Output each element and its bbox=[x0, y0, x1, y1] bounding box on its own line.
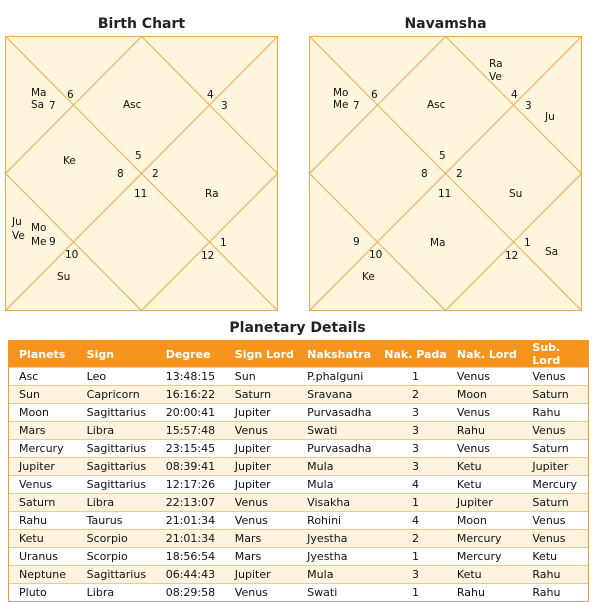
table-cell: Mercury bbox=[9, 440, 77, 458]
chart-label: Ju bbox=[12, 216, 22, 228]
chart-label: Ju bbox=[545, 111, 555, 123]
chart-label: Ra bbox=[205, 188, 219, 200]
table-cell: Jupiter bbox=[447, 494, 522, 512]
chart-label: Ve bbox=[12, 230, 25, 242]
table-cell: 4 bbox=[384, 512, 447, 530]
column-header: Sub. Lord bbox=[522, 341, 588, 368]
table-row bbox=[9, 566, 588, 584]
table-cell: Mercury bbox=[522, 476, 588, 494]
table-cell: Swati bbox=[297, 584, 384, 602]
table-header-row bbox=[9, 341, 588, 368]
table-cell: Jupiter bbox=[225, 458, 297, 476]
table-cell: 2 bbox=[384, 386, 447, 404]
table-row bbox=[9, 584, 588, 602]
table-cell: Sun bbox=[9, 386, 77, 404]
table-cell: Jupiter bbox=[522, 458, 588, 476]
table-cell: Asc bbox=[9, 368, 77, 386]
table-cell: Mars bbox=[9, 422, 77, 440]
table-cell: 21:01:34 bbox=[156, 512, 225, 530]
table-cell: 3 bbox=[384, 458, 447, 476]
table-cell: Visakha bbox=[297, 494, 384, 512]
table-cell: Libra bbox=[77, 422, 156, 440]
table-row bbox=[9, 476, 588, 494]
table-cell: Ketu bbox=[9, 530, 77, 548]
table-cell: 2 bbox=[384, 530, 447, 548]
chart-label: Sa bbox=[545, 246, 559, 258]
chart-label: 1 bbox=[220, 237, 227, 249]
table-cell: Venus bbox=[225, 422, 297, 440]
table-cell: Mercury bbox=[447, 530, 522, 548]
table-cell: Venus bbox=[225, 584, 297, 602]
table-cell: Libra bbox=[77, 584, 156, 602]
column-header: Planets bbox=[9, 341, 77, 368]
chart-label: 9 bbox=[353, 236, 360, 248]
column-header: Nakshatra bbox=[297, 341, 384, 368]
table-cell: Ketu bbox=[447, 476, 522, 494]
chart-label: Su bbox=[509, 188, 523, 200]
chart-label: 4 bbox=[511, 89, 518, 101]
table-cell: 4 bbox=[384, 476, 447, 494]
table-row bbox=[9, 422, 588, 440]
table-cell: Rahu bbox=[522, 404, 588, 422]
table-cell: Saturn bbox=[522, 494, 588, 512]
table-cell: Rahu bbox=[447, 422, 522, 440]
table-row bbox=[9, 368, 588, 386]
table-cell: Scorpio bbox=[77, 548, 156, 566]
table-cell: Jupiter bbox=[225, 566, 297, 584]
table-cell: Venus bbox=[447, 368, 522, 386]
chart-label: 5 bbox=[439, 150, 446, 162]
table-cell: Saturn bbox=[522, 386, 588, 404]
table-cell: Venus bbox=[225, 512, 297, 530]
table-cell: Rahu bbox=[522, 566, 588, 584]
table-cell: 16:16:22 bbox=[156, 386, 225, 404]
chart-label: Ke bbox=[63, 155, 76, 167]
table-cell: Venus bbox=[447, 404, 522, 422]
table-cell: Moon bbox=[447, 386, 522, 404]
table-cell: Jupiter bbox=[225, 476, 297, 494]
table-cell: Venus bbox=[522, 368, 588, 386]
chart-label: 6 bbox=[67, 89, 74, 101]
chart-label: Ra bbox=[489, 58, 503, 70]
chart-label: 8 bbox=[421, 168, 428, 180]
table-cell: 13:48:15 bbox=[156, 368, 225, 386]
table-cell: Venus bbox=[522, 422, 588, 440]
chart-label: Mo bbox=[31, 222, 47, 234]
navamsha-title: Navamsha bbox=[404, 16, 487, 32]
table-cell: 20:00:41 bbox=[156, 404, 225, 422]
table-cell: Sagittarius bbox=[77, 404, 156, 422]
table-cell: P.phalguni bbox=[297, 368, 384, 386]
table-cell: Sun bbox=[225, 368, 297, 386]
table-cell: Mula bbox=[297, 476, 384, 494]
table-cell: Mars bbox=[225, 530, 297, 548]
table-cell: Saturn bbox=[9, 494, 77, 512]
table-cell: Capricorn bbox=[77, 386, 156, 404]
chart-label: 1 bbox=[524, 237, 531, 249]
table-cell: Mercury bbox=[447, 548, 522, 566]
birth-chart bbox=[5, 36, 279, 312]
chart-label: 12 bbox=[505, 250, 519, 262]
table-cell: 1 bbox=[384, 368, 447, 386]
chart-label: 4 bbox=[207, 89, 214, 101]
table-cell: Moon bbox=[9, 404, 77, 422]
chart-label: 9 bbox=[49, 236, 56, 248]
birth-chart-title: Birth Chart bbox=[97, 16, 186, 32]
table-cell: Ketu bbox=[447, 458, 522, 476]
chart-label: 6 bbox=[371, 89, 378, 101]
chart-label: Mo bbox=[333, 87, 349, 99]
chart-label: 2 bbox=[152, 168, 159, 180]
chart-label: 5 bbox=[135, 150, 142, 162]
chart-label: 7 bbox=[49, 100, 56, 112]
table-row bbox=[9, 404, 588, 422]
table-cell: Pluto bbox=[9, 584, 77, 602]
chart-label: 12 bbox=[201, 250, 215, 262]
planetary-details-title: Planetary Details bbox=[229, 320, 366, 336]
table-row bbox=[9, 386, 588, 404]
chart-label: Me bbox=[31, 236, 47, 248]
chart-label: Asc bbox=[123, 99, 142, 111]
table-cell: Jyestha bbox=[297, 548, 384, 566]
table-cell: Sravana bbox=[297, 386, 384, 404]
chart-label: 8 bbox=[117, 168, 124, 180]
table-cell: Jupiter bbox=[225, 404, 297, 422]
chart-label: 10 bbox=[369, 249, 383, 261]
table-cell: Saturn bbox=[522, 440, 588, 458]
chart-label: 10 bbox=[65, 249, 79, 261]
table-cell: Sagittarius bbox=[77, 440, 156, 458]
chart-label: 11 bbox=[134, 188, 148, 200]
table-cell: 23:15:45 bbox=[156, 440, 225, 458]
chart-label: Me bbox=[333, 99, 349, 111]
table-cell: Libra bbox=[77, 494, 156, 512]
column-header: Nak. Pada bbox=[384, 341, 447, 368]
chart-label: 7 bbox=[353, 100, 360, 112]
table-cell: Neptune bbox=[9, 566, 77, 584]
planetary-details-table bbox=[8, 340, 589, 602]
table-cell: 12:17:26 bbox=[156, 476, 225, 494]
table-cell: Ketu bbox=[522, 548, 588, 566]
table-cell: Rahu bbox=[522, 584, 588, 602]
table-cell: Ketu bbox=[447, 566, 522, 584]
table-cell: 22:13:07 bbox=[156, 494, 225, 512]
chart-label: Ma bbox=[430, 237, 446, 249]
table-cell: Uranus bbox=[9, 548, 77, 566]
table-cell: Moon bbox=[447, 512, 522, 530]
table-cell: Mars bbox=[225, 548, 297, 566]
column-header: Degree bbox=[156, 341, 225, 368]
table-cell: Venus bbox=[447, 440, 522, 458]
navamsha-chart bbox=[309, 36, 583, 312]
chart-label: Asc bbox=[427, 99, 446, 111]
table-cell: Rohini bbox=[297, 512, 384, 530]
table-row bbox=[9, 530, 588, 548]
table-cell: Venus bbox=[9, 476, 77, 494]
table-row bbox=[9, 458, 588, 476]
table-cell: 08:39:41 bbox=[156, 458, 225, 476]
table-cell: Mula bbox=[297, 458, 384, 476]
table-cell: 08:29:58 bbox=[156, 584, 225, 602]
table-cell: Jupiter bbox=[9, 458, 77, 476]
chart-label: 11 bbox=[438, 188, 452, 200]
table-row bbox=[9, 548, 588, 566]
table-cell: Leo bbox=[77, 368, 156, 386]
table-cell: 06:44:43 bbox=[156, 566, 225, 584]
table-cell: 21:01:34 bbox=[156, 530, 225, 548]
table-cell: Swati bbox=[297, 422, 384, 440]
chart-label: 3 bbox=[525, 100, 532, 112]
table-cell: Purvasadha bbox=[297, 440, 384, 458]
table-cell: Venus bbox=[522, 530, 588, 548]
table-cell: Purvasadha bbox=[297, 404, 384, 422]
chart-label: Ve bbox=[489, 71, 502, 83]
table-cell: Venus bbox=[225, 494, 297, 512]
chart-label: Ke bbox=[362, 271, 375, 283]
table-cell: Saturn bbox=[225, 386, 297, 404]
chart-label: Sa bbox=[31, 99, 45, 111]
table-cell: 3 bbox=[384, 440, 447, 458]
table-cell: 3 bbox=[384, 404, 447, 422]
table-row bbox=[9, 494, 588, 512]
table-row bbox=[9, 512, 588, 530]
table-cell: Sagittarius bbox=[77, 458, 156, 476]
table-cell: Rahu bbox=[447, 584, 522, 602]
table-cell: 1 bbox=[384, 548, 447, 566]
table-cell: 15:57:48 bbox=[156, 422, 225, 440]
chart-label: Ma bbox=[31, 87, 47, 99]
table-cell: Sagittarius bbox=[77, 476, 156, 494]
table-cell: Sagittarius bbox=[77, 566, 156, 584]
table-cell: 18:56:54 bbox=[156, 548, 225, 566]
column-header: Nak. Lord bbox=[447, 341, 522, 368]
chart-label: 3 bbox=[221, 100, 228, 112]
table-cell: 1 bbox=[384, 584, 447, 602]
table-cell: Taurus bbox=[77, 512, 156, 530]
chart-label: Su bbox=[57, 271, 71, 283]
table-cell: 1 bbox=[384, 494, 447, 512]
table-cell: 3 bbox=[384, 566, 447, 584]
column-header: Sign Lord bbox=[225, 341, 297, 368]
table-row bbox=[9, 440, 588, 458]
table-cell: Rahu bbox=[9, 512, 77, 530]
table-cell: Jyestha bbox=[297, 530, 384, 548]
table-cell: Scorpio bbox=[77, 530, 156, 548]
chart-label: 2 bbox=[456, 168, 463, 180]
table-cell: Venus bbox=[522, 512, 588, 530]
table-cell: 3 bbox=[384, 422, 447, 440]
table-cell: Jupiter bbox=[225, 440, 297, 458]
table-cell: Mula bbox=[297, 566, 384, 584]
column-header: Sign bbox=[77, 341, 156, 368]
